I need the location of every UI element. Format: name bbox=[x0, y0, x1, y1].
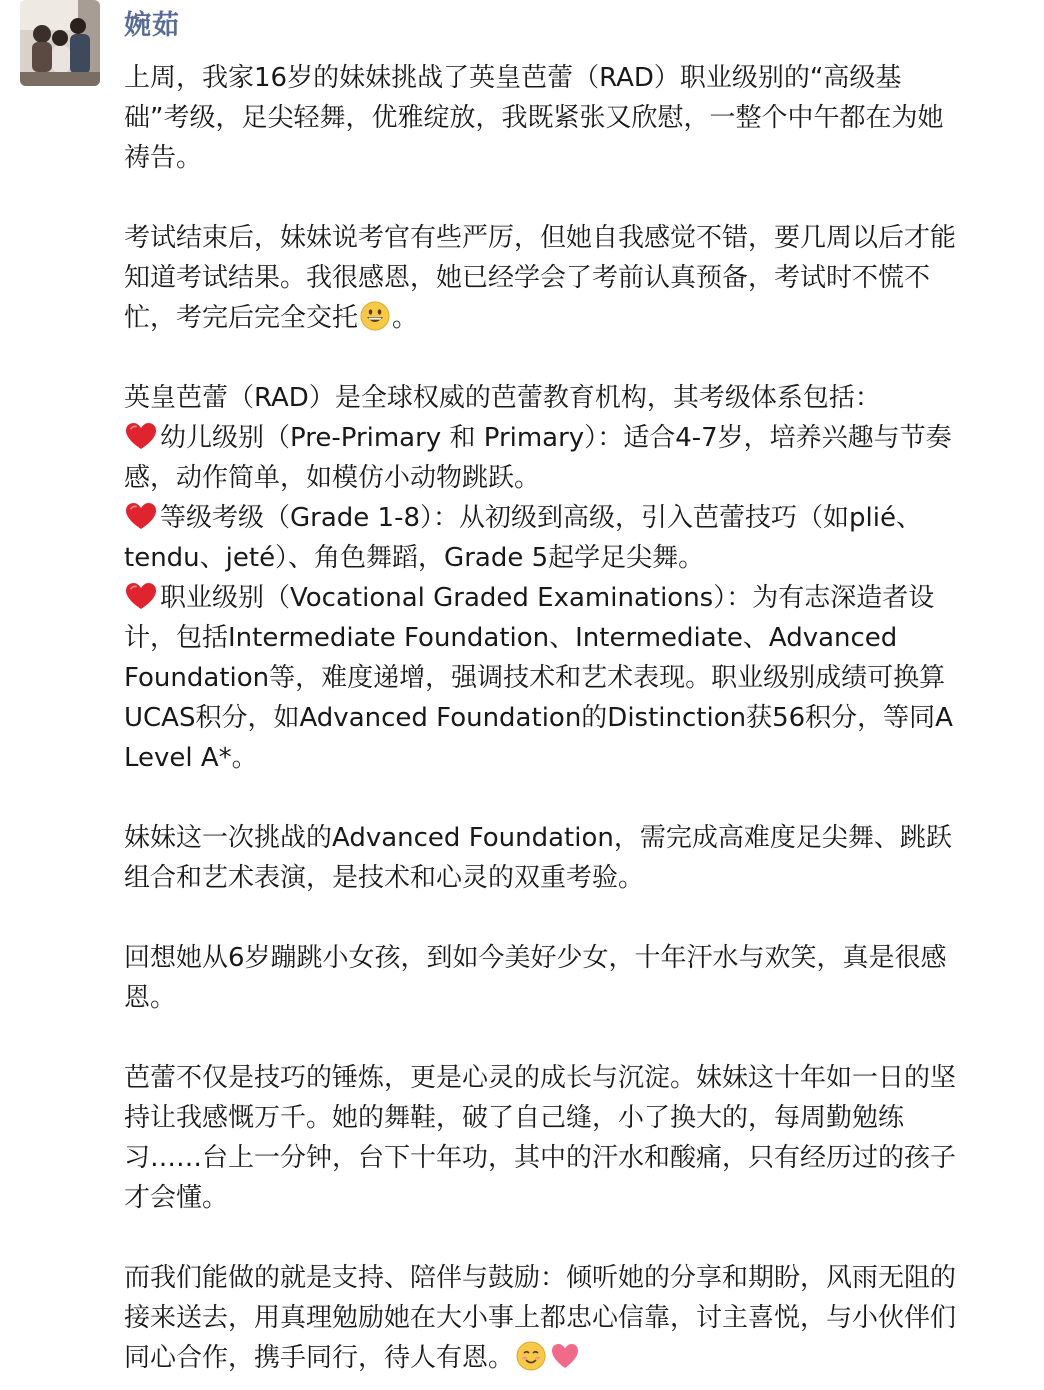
bullet-item bbox=[124, 578, 1028, 618]
line-text: 考试结束后，妹妹说考官有些严厉，但她自我感觉不错，要几周以后才能 bbox=[124, 223, 957, 253]
line-text: 祷告。 bbox=[124, 143, 203, 173]
avatar-photo bbox=[20, 0, 100, 86]
line-text: 上周，我家16岁的妹妹挑战了英皇芭蕾（RAD）职业级别的“高级基 bbox=[124, 63, 902, 93]
pink-heart-emoji bbox=[550, 1341, 580, 1371]
paragraph-line bbox=[124, 938, 1028, 978]
bullet-text: Foundation等，难度递增，强调技术和艺术表现。职业级别成绩可换算 bbox=[124, 663, 946, 693]
paragraph-line bbox=[124, 258, 1028, 298]
bullet-text: 计，包括Intermediate Foundation、Intermediate、Advanced bbox=[124, 623, 898, 653]
line-text: 才会懂。 bbox=[124, 1183, 229, 1213]
avatar[interactable] bbox=[20, 0, 100, 86]
line-text: 接来送去，用真理勉励她在大小事上都忠心信靠，讨主喜悦，与小伙伴们 bbox=[124, 1303, 957, 1333]
post-paragraph bbox=[124, 378, 1028, 778]
paragraph-line bbox=[124, 1058, 1028, 1098]
bullet-text: Level A*。 bbox=[124, 743, 258, 773]
paragraph-line bbox=[124, 1298, 1028, 1338]
line-text: 芭蕾不仅是技巧的锤炼，更是心灵的成长与沉淀。妹妹这十年如一日的坚 bbox=[124, 1063, 957, 1093]
post-paragraph bbox=[124, 818, 1028, 898]
red-heart-icon bbox=[124, 421, 158, 451]
bullet-line bbox=[124, 458, 1028, 498]
line-text: 组合和艺术表演，是技术和心灵的双重考验。 bbox=[124, 863, 645, 893]
line-text: 础”考级，足尖轻舞，优雅绽放，我既紧张又欣慰，一整个中午都在为她 bbox=[124, 103, 944, 133]
red-heart-icon bbox=[124, 581, 158, 611]
bullet-line bbox=[124, 618, 1028, 658]
post-paragraph bbox=[124, 58, 1028, 178]
post-paragraph bbox=[124, 1058, 1028, 1218]
paragraph-line bbox=[124, 98, 1028, 138]
bullet-text: 幼儿级别（Pre-Primary 和 Primary）：适合4-7岁，培养兴趣与节奏 bbox=[160, 423, 952, 453]
bullet-text: 感，动作简单，如模仿小动物跳跃。 bbox=[124, 463, 541, 493]
line-text: 知道考试结果。我很感恩，她已经学会了考前认真预备，考试时不慌不 bbox=[124, 263, 931, 293]
bullet-text: tendu、jeté）、角色舞蹈，Grade 5起学足尖舞。 bbox=[124, 543, 705, 573]
bullet-line bbox=[124, 538, 1028, 578]
grinning-face-emoji bbox=[360, 301, 390, 331]
paragraph-line bbox=[124, 298, 1028, 338]
bullet-text: 职业级别（Vocational Graded Examinations）：为有志深造者设 bbox=[160, 583, 935, 613]
paragraph-line bbox=[124, 818, 1028, 858]
bullet-text: 等级考级（Grade 1-8）：从初级到高级，引入芭蕾技巧（如plié、 bbox=[160, 503, 922, 533]
line-text: 而我们能做的就是支持、陪伴与鼓励：倾听她的分享和期盼，风雨无阻的 bbox=[124, 1263, 957, 1293]
line-text: 妹妹这一次挑战的Advanced Foundation，需完成高难度足尖舞、跳跃 bbox=[124, 823, 952, 853]
post-paragraph bbox=[124, 218, 1028, 338]
paragraph-line bbox=[124, 858, 1028, 898]
paragraph-line bbox=[124, 1098, 1028, 1138]
line-text: 回想她从6岁蹦跳小女孩，到如今美好少女，十年汗水与欢笑，真是很感 bbox=[124, 943, 947, 973]
post-paragraph bbox=[124, 1258, 1028, 1378]
paragraph-line bbox=[124, 1138, 1028, 1178]
line-text: 习……台上一分钟，台下十年功，其中的汗水和酸痛，只有经历过的孩子 bbox=[124, 1143, 957, 1173]
bullet-line bbox=[124, 738, 1028, 778]
paragraph-line bbox=[124, 138, 1028, 178]
bullet-item bbox=[124, 418, 1028, 458]
line-tail: 。 bbox=[392, 303, 419, 333]
author-name[interactable]: 婉茹 bbox=[124, 10, 180, 41]
line-text: 恩。 bbox=[124, 983, 177, 1013]
paragraph-line bbox=[124, 1258, 1028, 1298]
bullet-line bbox=[124, 698, 1028, 738]
paragraph-line bbox=[124, 1338, 1028, 1378]
line-text: 同心合作，携手同行，待人有恩。 bbox=[124, 1343, 515, 1373]
paragraph-line bbox=[124, 978, 1028, 1018]
smiling-face-emoji bbox=[516, 1341, 546, 1371]
paragraph-line bbox=[124, 1178, 1028, 1218]
post-content bbox=[124, 58, 1028, 1378]
line-text: 持让我感慨万千。她的舞鞋，破了自己缝，小了换大的，每周勤勉练 bbox=[124, 1103, 905, 1133]
post-paragraph bbox=[124, 938, 1028, 1018]
bullet-line bbox=[124, 658, 1028, 698]
paragraph-line bbox=[124, 218, 1028, 258]
paragraph-line bbox=[124, 58, 1028, 98]
bullet-item bbox=[124, 498, 1028, 538]
red-heart-icon bbox=[124, 501, 158, 531]
bullet-text: UCAS积分，如Advanced Foundation的Distinction获56积分，等同A bbox=[124, 703, 953, 733]
paragraph-line: 英皇芭蕾（RAD）是全球权威的芭蕾教育机构，其考级体系包括： bbox=[124, 383, 881, 413]
line-text: 忙，考完后完全交托 bbox=[124, 303, 359, 333]
